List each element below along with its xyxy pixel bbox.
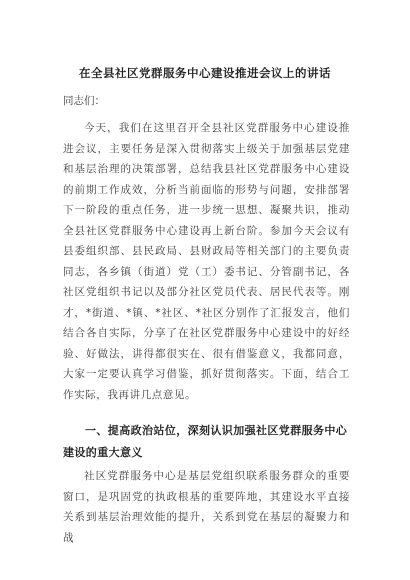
document-title: 在全县社区党群服务中心建设推进会议上的讲话 [79,66,331,80]
section-heading: 一、提高政治站位，深刻认识加强社区党群服务中心建设的重大意义 [63,424,348,459]
body-paragraph: 社区党群服务中心是基层党组织联系服务群众的重要窗口，是巩固党的执政根基的重要阵地，其建设水平直接关系到基层治理效能的提升，关系到党在基层的凝聚力和战 [63,470,350,544]
body-paragraph: 今天，我们在这里召开全县社区党群服务中心建设推进会议，主要任务是深入贯彻落实上级关于加强基层党建和基层治理的决策部署，总结我县社区党群服务中心建设的前期工作成效，分析当前面临的形势与问题，安排部署下一阶段的重点任务，进一步统一思想、凝聚共识，推动全县社区党群服务中心建设再上新台阶。参加今天会议有县委组织部、县民政局、县财政局等相关部门的主要负责同志，各乡镇（街道）党（工）委书记、分管副书记，各社区党组织书记以及部分社区党员代表、居民代表等。刚才，*街道、*镇、*社区、*社区分别作了汇报发言，他们结合各自实际，分享了在社区党群服务中心建设中的好经验、好做法，讲得都很实在、很有借鉴意义，我都同意，大家一定要认真学习借鉴，抓好贯彻落实。下面，结合工作实际，我再讲几点意见。 [63,122,350,401]
salutation: 同志们： [63,95,105,107]
